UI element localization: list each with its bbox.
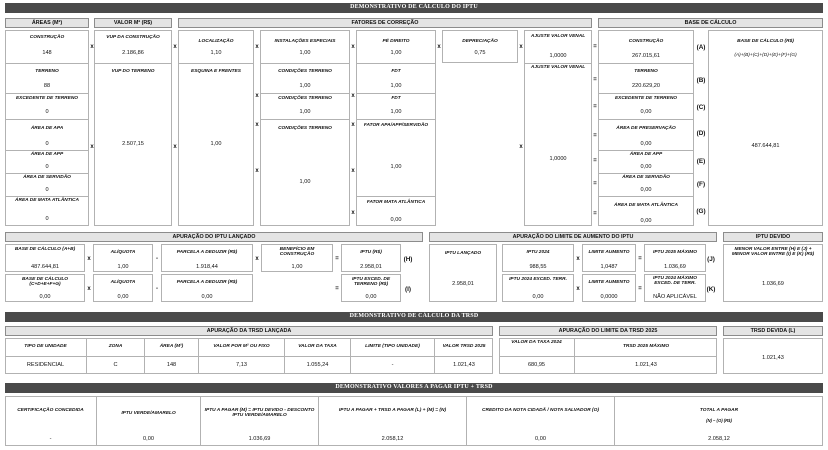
- pe-direito-column: [356, 30, 436, 226]
- iptu-title: DEMONSTRATIVO DE CÁLCULO DO IPTU: [350, 4, 478, 10]
- trsd-col-valor-taxa: VALOR DA TAXA 1.055,24: [285, 338, 351, 374]
- instalacoes-value: 1,00: [299, 50, 311, 56]
- equals-op: =: [593, 211, 597, 217]
- fator-mata-label: FATOR MATA ATLÂNTICA: [366, 200, 426, 205]
- fator-apa-label: FATOR APA/APP/SERVIDÃO: [363, 123, 429, 128]
- times-op: x: [351, 210, 355, 216]
- iptu-devido-box: MENOR VALOR ENTRE (H) E (J) + MENOR VALOR ENTRE (I) E (K) (R$) 1.036,69: [723, 244, 823, 302]
- base-mata-label: ÁREA DE MATA ATLÂNTICA: [614, 203, 678, 208]
- area-terreno-value: 88: [43, 83, 51, 89]
- pe-direito-label: PÉ DIREITO: [382, 39, 410, 44]
- times-op: x: [173, 44, 177, 50]
- times-op: x: [90, 44, 94, 50]
- limite-aumento-1: LIMITE AUMENTO 1,0487: [582, 244, 636, 272]
- letter-k: (K): [706, 286, 716, 293]
- condicoes-terreno-label-3: CONDIÇÕES TERRENO: [278, 126, 332, 131]
- condicoes-terreno-value-2: 1,00: [299, 109, 311, 115]
- base-app-value: 0,00: [640, 164, 652, 170]
- base-total-formula: (A)+(B)+(C)+(D)+(E)+(F)+(G): [734, 53, 797, 58]
- condicoes-terreno-value-3: 1,00: [299, 179, 311, 185]
- trsd-title-band: [5, 312, 823, 322]
- letter-h: (H): [403, 256, 413, 263]
- iptu-max-2: IPTU 2024 MÁXIMO EXCED. DE TERR. NÃO APLICÁVEL: [644, 274, 706, 302]
- apur-parcela-1: PARCELA A DEDUZIR (R$) 1.918,44: [161, 244, 253, 272]
- trsd-lancada-header: APURAÇÃO DA TRSD LANÇADA: [5, 326, 493, 336]
- base-mata-value: 0,00: [640, 218, 652, 224]
- depreciacao-label: DEPRECIAÇÃO: [462, 39, 498, 44]
- pagar-title: DEMONSTRATIVO VALORES A PAGAR IPTU + TRSD: [335, 384, 493, 390]
- base-total-label: BASE DE CÁLCULO (R$): [737, 39, 794, 44]
- letter-g: (G): [696, 208, 706, 215]
- fdt-value-1: 1,00: [390, 83, 402, 89]
- fdt-label-1: FDT: [391, 69, 401, 74]
- base-excedente-label: EXCEDENTE DE TERRENO: [614, 96, 678, 101]
- esquina-label: ESQUINA E FRENTES: [191, 69, 241, 74]
- localizacao-column: [178, 30, 254, 226]
- trsd-col-taxa-2024: VALOR DA TAXA 2024 680,95: [499, 338, 575, 374]
- times-op: x: [351, 93, 355, 99]
- base-app-label: ÁREA DE APP: [629, 152, 663, 157]
- times-op: x: [255, 122, 259, 128]
- fator-mata-value: 0,00: [390, 217, 402, 223]
- times-op: x: [255, 256, 259, 262]
- times-op: x: [87, 286, 91, 292]
- letter-i: (I): [404, 286, 412, 293]
- instalacoes-label: INSTALAÇÕES ESPECIAIS: [274, 39, 336, 44]
- apur-base-2: BASE DE CÁLCULO (C+D+E+F+G) 0,00: [5, 274, 85, 302]
- pagar-col-credito: CREDITO DA NOTA CIDADÃ / NOTA SALVADOR (O) 0,00: [467, 396, 615, 446]
- ajuste-column: [524, 30, 592, 226]
- vup-construcao-value: 2.186,86: [122, 50, 144, 56]
- trsd-col-zona: ZONA C: [87, 338, 145, 374]
- iptu-2024-1: IPTU 2024 988,55: [502, 244, 574, 272]
- trsd-col-max: TRSD 2025 MÁXIMO 1.021,43: [622, 344, 670, 368]
- area-app-label: ÁREA DE APP: [30, 152, 64, 157]
- times-op: x: [87, 256, 91, 262]
- condicoes-terreno-label-1: CONDIÇÕES TERRENO: [278, 69, 332, 74]
- times-op: x: [576, 286, 580, 292]
- base-excedente-value: 0,00: [640, 109, 652, 115]
- times-op: x: [351, 168, 355, 174]
- instalacoes-column: [260, 30, 350, 226]
- equals-op: =: [593, 133, 597, 139]
- fator-apa-value: 1,00: [390, 164, 402, 170]
- vup-terreno-value: 2.507,15: [122, 141, 144, 147]
- pagar-col-iptu-trsd: IPTU A PAGAR + TRSD A PAGAR (L) + (M) = (N) 2.058,12: [319, 396, 467, 446]
- apur-base-1: BASE DE CÁLCULO (A+B) 487.644,81: [5, 244, 85, 272]
- times-op: x: [90, 144, 94, 150]
- trsd-devida-header: TRSD DEVIDA (L): [723, 326, 823, 336]
- base-total-value: 487.644,81: [751, 143, 780, 149]
- apuracao-lancado-header: APURAÇÃO DO IPTU LANÇADO: [5, 232, 423, 242]
- times-op: x: [576, 256, 580, 262]
- base-preservacao-value: 0,00: [640, 141, 652, 147]
- base-servidao-label: ÁREA DE SERVIDÃO: [622, 175, 670, 180]
- area-servidao-label: ÁREA DE SERVIDÃO: [23, 175, 71, 180]
- apur-iptu-2: IPTU EXCED. DE TERRENO (R$) 0,00: [341, 274, 401, 302]
- area-excedente-label: EXCEDENTE DE TERRENO: [15, 96, 79, 101]
- base-header: BASE DE CÁLCULO: [598, 18, 823, 28]
- trsd-col-valor-2025: VALOR TRSD 2025 1.021,43: [442, 344, 486, 368]
- apur-aliquota-2: ALÍQUOTA 0,00: [93, 274, 153, 302]
- equals-op: =: [593, 181, 597, 187]
- area-construcao-label: CONSTRUÇÃO: [29, 35, 65, 40]
- equals-op: =: [593, 44, 597, 50]
- minus-op: -: [156, 286, 158, 292]
- trsd-devida-box: 1.021,43: [723, 338, 823, 374]
- times-op: x: [173, 144, 177, 150]
- trsd-col-limite: LIMITE (TIPO UNIDADE) -: [351, 338, 435, 374]
- pagar-col-certificacao: CERTIFICAÇÃO CONCEDIDA -: [5, 396, 97, 446]
- base-servidao-value: 0,00: [640, 187, 652, 193]
- times-op: x: [255, 93, 259, 99]
- iptu-2024-2: IPTU 2024 EXCED. TERR. 0,00: [502, 274, 574, 302]
- area-construcao-value: 148: [42, 50, 52, 56]
- area-apa-label: ÁREA DE APA: [30, 126, 64, 131]
- ajuste-label-1: AJUSTE VALOR VENAL: [530, 34, 586, 39]
- apur-aliquota-1: ALÍQUOTA 1,00: [93, 244, 153, 272]
- iptu-lancado-box: IPTU LANÇADO 2.958,01: [429, 244, 497, 302]
- letter-e: (E): [696, 158, 706, 165]
- ajuste-label-2: AJUSTE VALOR VENAL: [530, 65, 586, 70]
- areas-column: [5, 30, 89, 226]
- depreciacao-value: 0,75: [474, 50, 486, 56]
- trsd-col-tipo: TIPO DE UNIDADE RESIDENCIAL: [5, 338, 87, 374]
- valor-m2-column: [94, 30, 172, 226]
- base-terreno-label: TERRENO: [634, 69, 658, 74]
- equals-op: =: [335, 286, 339, 292]
- area-app-value: 0: [45, 164, 49, 170]
- times-op: x: [519, 144, 523, 150]
- base-terreno-value: 220.629,20: [632, 83, 660, 89]
- pagar-col-iptu: IPTU A PAGAR (M) = IPTU DEVIDO - DESCONTO IPTU VERDE/AMARELO 1.036,69: [201, 396, 319, 446]
- times-op: x: [519, 44, 523, 50]
- times-op: x: [255, 168, 259, 174]
- letter-j: (J): [707, 256, 715, 263]
- base-preservacao-label: ÁREA DE PRESERVAÇÃO: [616, 126, 676, 131]
- apur-parcela-2: PARCELA A DEDUZIR (R$) 0,00: [161, 274, 253, 302]
- area-terreno-label: TERRENO: [35, 69, 59, 74]
- fdt-label-2: FDT: [391, 96, 401, 101]
- times-op: x: [437, 44, 441, 50]
- times-op: x: [351, 44, 355, 50]
- localizacao-value: 1,10: [210, 50, 222, 56]
- pe-direito-value: 1,00: [390, 50, 402, 56]
- apur-beneficio: BENEFÍCIO EM CONSTRUÇÃO 1,00: [261, 244, 333, 272]
- apuracao-limite-header: APURAÇÃO DO LIMITE DE AUMENTO DO IPTU: [429, 232, 717, 242]
- trsd-title: DEMONSTRATIVO DE CÁLCULO DA TRSD: [349, 313, 479, 319]
- area-mata-value: 0: [45, 216, 49, 222]
- equals-op: =: [593, 104, 597, 110]
- condicoes-terreno-label-2: CONDIÇÕES TERRENO: [278, 96, 332, 101]
- letter-c: (C): [696, 104, 706, 111]
- pagar-col-total: TOTAL A PAGAR (N) – (O) (R$) 2.058,12: [699, 408, 739, 442]
- base-total-column: [708, 30, 823, 226]
- vup-construcao-label: VUP DA CONSTRUÇÃO: [106, 35, 160, 40]
- vup-terreno-label: VUP DO TERRENO: [111, 69, 155, 74]
- trsd-limite-header: APURAÇÃO DO LIMITE DA TRSD 2025: [499, 326, 717, 336]
- equals-op: =: [638, 256, 642, 262]
- equals-op: =: [593, 158, 597, 164]
- iptu-max-1: IPTU 2025 MÁXIMO 1.036,69: [644, 244, 706, 272]
- letter-b: (B): [696, 77, 706, 84]
- limite-aumento-2: LIMITE AUMENTO 0,0000: [582, 274, 636, 302]
- pagar-title-band: [5, 383, 823, 393]
- area-apa-value: 0: [45, 141, 49, 147]
- fatores-header: FATORES DE CORREÇÃO: [178, 18, 592, 28]
- trsd-col-area: ÁREA (M²) 148: [145, 338, 199, 374]
- times-op: x: [351, 122, 355, 128]
- esquina-value: 1,00: [210, 141, 222, 147]
- letter-a: (A): [696, 44, 706, 51]
- minus-op: -: [156, 256, 158, 262]
- pagar-col-verde: IPTU VERDE/AMARELO 0,00: [97, 396, 201, 446]
- ajuste-value-1: 1,0000: [549, 53, 567, 59]
- iptu-devido-header: IPTU DEVIDO: [723, 232, 823, 242]
- equals-op: =: [638, 286, 642, 292]
- valor-m2-header: VALOR M² (R$): [94, 18, 172, 28]
- iptu-title-band: [5, 3, 823, 13]
- apur-iptu-1: IPTU (R$) 2.958,01: [341, 244, 401, 272]
- fdt-value-2: 1,00: [390, 109, 402, 115]
- letter-f: (F): [696, 181, 706, 188]
- letter-d: (D): [696, 130, 706, 137]
- area-mata-label: ÁREA DE MATA ATLÂNTICA: [15, 198, 79, 203]
- base-construcao-value: 267.015,61: [632, 53, 660, 59]
- area-servidao-value: 0: [45, 187, 49, 193]
- areas-header: ÁREAS (M²): [5, 18, 89, 28]
- localizacao-label: LOCALIZAÇÃO: [198, 39, 234, 44]
- trsd-col-valor-m2: VALOR POR M² OU FIXO 7,13: [199, 338, 285, 374]
- base-column: [598, 30, 694, 226]
- equals-op: =: [593, 77, 597, 83]
- depreciacao-column: [442, 30, 518, 63]
- ajuste-value-2: 1,0000: [549, 156, 567, 162]
- times-op: x: [255, 44, 259, 50]
- equals-op: =: [335, 256, 339, 262]
- area-excedente-value: 0: [45, 109, 49, 115]
- base-construcao-label: CONSTRUÇÃO: [628, 39, 664, 44]
- condicoes-terreno-value-1: 1,00: [299, 83, 311, 89]
